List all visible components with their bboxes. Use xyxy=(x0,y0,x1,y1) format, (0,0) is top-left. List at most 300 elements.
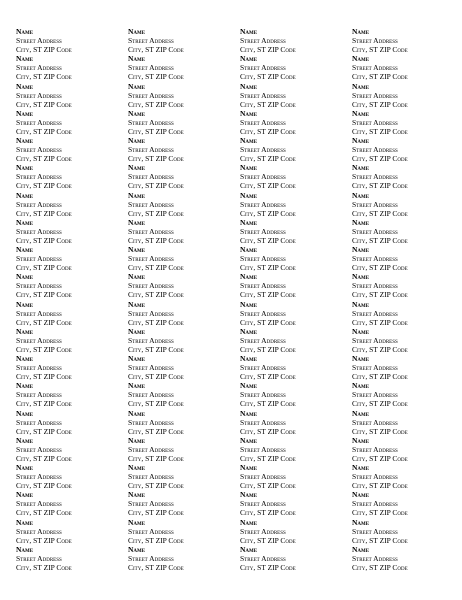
label-city-line: City, ST ZIP Code xyxy=(16,208,72,218)
address-label xyxy=(240,163,345,190)
address-label xyxy=(16,381,121,408)
label-city-line: City, ST ZIP Code xyxy=(128,562,184,572)
label-city-line: City, ST ZIP Code xyxy=(240,290,296,300)
address-label xyxy=(16,245,121,272)
label-city-line: City, ST ZIP Code xyxy=(240,372,296,381)
label-name-line: Name xyxy=(352,54,370,64)
label-name-line: Name xyxy=(16,544,34,554)
label-city-line: City, ST ZIP Code xyxy=(240,317,296,327)
label-street-line: Street Address xyxy=(128,90,174,100)
label-name-line: Name xyxy=(128,163,146,173)
address-label xyxy=(240,518,345,545)
label-city-line: City, ST ZIP Code xyxy=(128,535,184,545)
label-street-line: Street Address xyxy=(128,499,174,509)
address-label xyxy=(240,191,345,218)
address-label xyxy=(240,272,345,299)
label-name-line: Name xyxy=(16,490,34,500)
label-city-line: City, ST ZIP Code xyxy=(240,481,296,490)
label-city-line: City, ST ZIP Code xyxy=(16,154,72,163)
label-name-line: Name xyxy=(16,299,34,309)
label-city-line: City, ST ZIP Code xyxy=(240,508,296,518)
label-city-line: City, ST ZIP Code xyxy=(128,290,184,300)
label-city-line: City, ST ZIP Code xyxy=(352,453,408,463)
label-street-line: Street Address xyxy=(128,199,174,209)
label-name-line: Name xyxy=(128,190,146,200)
label-city-line: City, ST ZIP Code xyxy=(352,290,408,300)
label-name-line: Name xyxy=(352,544,370,554)
label-city-line: City, ST ZIP Code xyxy=(352,399,408,409)
address-label xyxy=(352,518,457,545)
label-city-line: City, ST ZIP Code xyxy=(16,181,72,191)
label-street-line: Street Address xyxy=(352,363,398,372)
label-street-line: Street Address xyxy=(240,199,286,209)
label-city-line: City, ST ZIP Code xyxy=(240,45,296,54)
label-street-line: Street Address xyxy=(352,254,398,263)
label-city-line: City, ST ZIP Code xyxy=(352,426,408,436)
address-label xyxy=(16,191,121,218)
address-label xyxy=(352,245,457,272)
label-street-line: Street Address xyxy=(352,308,398,318)
label-city-line: City, ST ZIP Code xyxy=(16,453,72,463)
label-name-line: Name xyxy=(128,299,146,309)
label-city-line: City, ST ZIP Code xyxy=(128,45,184,54)
label-street-line: Street Address xyxy=(352,444,398,454)
address-label xyxy=(16,490,121,517)
label-city-line: City, ST ZIP Code xyxy=(352,481,408,490)
label-city-line: City, ST ZIP Code xyxy=(240,453,296,463)
address-label xyxy=(352,54,457,81)
label-city-line: City, ST ZIP Code xyxy=(128,426,184,436)
label-street-line: Street Address xyxy=(352,335,398,345)
label-city-line: City, ST ZIP Code xyxy=(16,45,72,54)
label-name-line: Name xyxy=(16,217,34,227)
label-city-line: City, ST ZIP Code xyxy=(240,154,296,163)
label-name-line: Name xyxy=(16,408,34,418)
label-name-line: Name xyxy=(240,381,258,391)
address-label xyxy=(128,518,233,545)
label-city-line: City, ST ZIP Code xyxy=(240,72,296,82)
label-city-line: City, ST ZIP Code xyxy=(16,72,72,82)
address-label xyxy=(128,463,233,490)
label-city-line: City, ST ZIP Code xyxy=(128,154,184,163)
address-label xyxy=(240,27,345,54)
label-street-line: Street Address xyxy=(128,172,174,182)
label-city-line: City, ST ZIP Code xyxy=(128,99,184,109)
label-city-line: City, ST ZIP Code xyxy=(128,235,184,245)
label-street-line: Street Address xyxy=(16,117,62,127)
label-street-line: Street Address xyxy=(240,308,286,318)
label-city-line: City, ST ZIP Code xyxy=(16,99,72,109)
label-street-line: Street Address xyxy=(16,145,62,154)
label-name-line: Name xyxy=(240,217,258,227)
address-label xyxy=(352,381,457,408)
label-city-line: City, ST ZIP Code xyxy=(16,535,72,545)
address-label xyxy=(128,327,233,354)
label-city-line: City, ST ZIP Code xyxy=(240,426,296,436)
label-street-line: Street Address xyxy=(352,117,398,127)
label-street-line: Street Address xyxy=(352,226,398,236)
label-name-line: Name xyxy=(352,27,370,36)
label-name-line: Name xyxy=(240,408,258,418)
address-label xyxy=(128,136,233,163)
label-city-line: City, ST ZIP Code xyxy=(352,372,408,381)
address-label xyxy=(128,82,233,109)
label-name-line: Name xyxy=(240,190,258,200)
label-name-line: Name xyxy=(240,490,258,500)
label-street-line: Street Address xyxy=(128,335,174,345)
label-name-line: Name xyxy=(16,108,34,118)
label-name-line: Name xyxy=(16,136,34,145)
address-label xyxy=(16,409,121,436)
address-label xyxy=(240,109,345,136)
address-label xyxy=(128,545,233,572)
label-name-line: Name xyxy=(240,136,258,145)
label-street-line: Street Address xyxy=(16,499,62,509)
label-street-line: Street Address xyxy=(240,526,286,536)
label-city-line: City, ST ZIP Code xyxy=(16,481,72,490)
label-street-line: Street Address xyxy=(240,254,286,263)
label-name-line: Name xyxy=(16,27,34,36)
label-street-line: Street Address xyxy=(16,472,62,481)
label-city-line: City, ST ZIP Code xyxy=(240,99,296,109)
label-street-line: Street Address xyxy=(240,63,286,73)
label-name-line: Name xyxy=(240,81,258,91)
label-name-line: Name xyxy=(16,517,34,527)
address-label xyxy=(16,545,121,572)
label-name-line: Name xyxy=(128,136,146,145)
label-street-line: Street Address xyxy=(352,499,398,509)
label-street-line: Street Address xyxy=(352,172,398,182)
label-street-line: Street Address xyxy=(128,145,174,154)
label-name-line: Name xyxy=(128,544,146,554)
label-street-line: Street Address xyxy=(16,308,62,318)
label-name-line: Name xyxy=(16,463,34,472)
label-name-line: Name xyxy=(16,163,34,173)
label-street-line: Street Address xyxy=(128,363,174,372)
label-city-line: City, ST ZIP Code xyxy=(240,208,296,218)
label-name-line: Name xyxy=(352,490,370,500)
label-name-line: Name xyxy=(128,408,146,418)
label-street-line: Street Address xyxy=(240,444,286,454)
address-label xyxy=(240,545,345,572)
label-name-line: Name xyxy=(16,326,34,336)
label-name-line: Name xyxy=(128,245,146,254)
label-street-line: Street Address xyxy=(16,363,62,372)
label-city-line: City, ST ZIP Code xyxy=(128,508,184,518)
label-name-line: Name xyxy=(240,163,258,173)
address-label xyxy=(128,27,233,54)
label-city-line: City, ST ZIP Code xyxy=(128,181,184,191)
address-label xyxy=(128,381,233,408)
address-label xyxy=(240,245,345,272)
address-label xyxy=(240,354,345,381)
label-street-line: Street Address xyxy=(128,63,174,73)
label-street-line: Street Address xyxy=(240,90,286,100)
label-city-line: City, ST ZIP Code xyxy=(352,45,408,54)
label-name-line: Name xyxy=(240,54,258,64)
label-city-line: City, ST ZIP Code xyxy=(128,126,184,136)
label-name-line: Name xyxy=(240,463,258,472)
label-city-line: City, ST ZIP Code xyxy=(352,508,408,518)
label-name-line: Name xyxy=(352,245,370,254)
label-street-line: Street Address xyxy=(16,526,62,536)
label-city-line: City, ST ZIP Code xyxy=(16,290,72,300)
label-city-line: City, ST ZIP Code xyxy=(352,317,408,327)
label-name-line: Name xyxy=(16,190,34,200)
address-label xyxy=(128,300,233,327)
label-street-line: Street Address xyxy=(128,417,174,427)
address-label xyxy=(352,409,457,436)
label-city-line: City, ST ZIP Code xyxy=(240,344,296,354)
label-street-line: Street Address xyxy=(352,472,398,481)
label-name-line: Name xyxy=(352,163,370,173)
label-street-line: Street Address xyxy=(128,390,174,400)
address-label xyxy=(16,163,121,190)
label-name-line: Name xyxy=(240,544,258,554)
address-label xyxy=(352,272,457,299)
address-label xyxy=(128,245,233,272)
label-street-line: Street Address xyxy=(128,117,174,127)
label-name-line: Name xyxy=(16,245,34,254)
address-label xyxy=(352,545,457,572)
address-label xyxy=(128,191,233,218)
address-label xyxy=(128,54,233,81)
label-street-line: Street Address xyxy=(128,444,174,454)
address-label xyxy=(240,327,345,354)
address-label xyxy=(352,436,457,463)
address-label xyxy=(240,436,345,463)
label-street-line: Street Address xyxy=(16,63,62,73)
address-label xyxy=(240,136,345,163)
label-city-line: City, ST ZIP Code xyxy=(240,535,296,545)
label-street-line: Street Address xyxy=(240,472,286,481)
label-name-line: Name xyxy=(240,245,258,254)
address-label xyxy=(352,327,457,354)
address-label xyxy=(16,300,121,327)
label-name-line: Name xyxy=(352,108,370,118)
label-name-line: Name xyxy=(240,272,258,282)
label-city-line: City, ST ZIP Code xyxy=(240,235,296,245)
label-street-line: Street Address xyxy=(16,226,62,236)
label-name-line: Name xyxy=(352,517,370,527)
label-street-line: Street Address xyxy=(240,226,286,236)
label-street-line: Street Address xyxy=(240,281,286,291)
address-label xyxy=(16,272,121,299)
address-label xyxy=(352,27,457,54)
label-city-line: City, ST ZIP Code xyxy=(240,562,296,572)
label-street-line: Street Address xyxy=(240,363,286,372)
label-city-line: City, ST ZIP Code xyxy=(128,208,184,218)
label-name-line: Name xyxy=(352,81,370,91)
address-label xyxy=(240,490,345,517)
label-city-line: City, ST ZIP Code xyxy=(128,344,184,354)
label-street-line: Street Address xyxy=(352,145,398,154)
address-label xyxy=(128,490,233,517)
label-city-line: City, ST ZIP Code xyxy=(128,481,184,490)
label-street-line: Street Address xyxy=(352,281,398,291)
label-name-line: Name xyxy=(128,354,146,363)
label-street-line: Street Address xyxy=(16,90,62,100)
label-street-line: Street Address xyxy=(352,90,398,100)
address-label xyxy=(16,436,121,463)
address-label xyxy=(240,409,345,436)
address-label xyxy=(240,381,345,408)
label-street-line: Street Address xyxy=(352,63,398,73)
label-name-line: Name xyxy=(352,463,370,472)
label-name-line: Name xyxy=(128,27,146,36)
label-street-line: Street Address xyxy=(240,172,286,182)
label-name-line: Name xyxy=(352,190,370,200)
label-city-line: City, ST ZIP Code xyxy=(352,72,408,82)
label-city-line: City, ST ZIP Code xyxy=(240,181,296,191)
label-street-line: Street Address xyxy=(16,417,62,427)
address-label xyxy=(16,518,121,545)
label-city-line: City, ST ZIP Code xyxy=(128,399,184,409)
label-street-line: Street Address xyxy=(128,308,174,318)
address-label xyxy=(16,463,121,490)
label-street-line: Street Address xyxy=(16,199,62,209)
label-name-line: Name xyxy=(352,408,370,418)
label-city-line: City, ST ZIP Code xyxy=(128,453,184,463)
label-name-line: Name xyxy=(16,381,34,391)
label-street-line: Street Address xyxy=(352,553,398,563)
label-name-line: Name xyxy=(352,299,370,309)
label-street-line: Street Address xyxy=(352,390,398,400)
label-name-line: Name xyxy=(128,272,146,282)
label-street-line: Street Address xyxy=(240,417,286,427)
label-name-line: Name xyxy=(352,381,370,391)
label-name-line: Name xyxy=(16,354,34,363)
label-street-line: Street Address xyxy=(240,335,286,345)
label-city-line: City, ST ZIP Code xyxy=(352,344,408,354)
label-name-line: Name xyxy=(128,81,146,91)
label-name-line: Name xyxy=(128,326,146,336)
label-city-line: City, ST ZIP Code xyxy=(16,344,72,354)
label-city-line: City, ST ZIP Code xyxy=(352,535,408,545)
address-label xyxy=(128,409,233,436)
label-city-line: City, ST ZIP Code xyxy=(128,72,184,82)
label-city-line: City, ST ZIP Code xyxy=(16,562,72,572)
address-label xyxy=(128,218,233,245)
address-label xyxy=(128,436,233,463)
label-name-line: Name xyxy=(128,381,146,391)
address-label-sheet xyxy=(16,27,456,572)
label-city-line: City, ST ZIP Code xyxy=(16,235,72,245)
label-street-line: Street Address xyxy=(128,553,174,563)
address-label xyxy=(352,82,457,109)
address-label xyxy=(352,463,457,490)
label-street-line: Street Address xyxy=(352,199,398,209)
label-name-line: Name xyxy=(352,354,370,363)
address-label xyxy=(16,354,121,381)
label-city-line: City, ST ZIP Code xyxy=(240,126,296,136)
label-city-line: City, ST ZIP Code xyxy=(240,263,296,272)
label-street-line: Street Address xyxy=(128,254,174,263)
address-label xyxy=(240,300,345,327)
address-label xyxy=(16,109,121,136)
label-name-line: Name xyxy=(240,354,258,363)
label-city-line: City, ST ZIP Code xyxy=(240,399,296,409)
address-label xyxy=(16,327,121,354)
label-city-line: City, ST ZIP Code xyxy=(16,372,72,381)
address-label xyxy=(240,463,345,490)
label-name-line: Name xyxy=(240,435,258,445)
label-city-line: City, ST ZIP Code xyxy=(352,208,408,218)
address-label xyxy=(128,163,233,190)
label-city-line: City, ST ZIP Code xyxy=(128,317,184,327)
address-label xyxy=(352,218,457,245)
label-name-line: Name xyxy=(352,136,370,145)
label-street-line: Street Address xyxy=(240,36,286,45)
address-label xyxy=(128,109,233,136)
label-city-line: City, ST ZIP Code xyxy=(16,263,72,272)
label-street-line: Street Address xyxy=(16,281,62,291)
address-label xyxy=(128,354,233,381)
label-street-line: Street Address xyxy=(352,526,398,536)
label-name-line: Name xyxy=(128,108,146,118)
label-name-line: Name xyxy=(128,517,146,527)
label-street-line: Street Address xyxy=(128,472,174,481)
address-label xyxy=(240,54,345,81)
label-street-line: Street Address xyxy=(240,553,286,563)
address-label xyxy=(352,354,457,381)
label-name-line: Name xyxy=(128,435,146,445)
label-name-line: Name xyxy=(352,272,370,282)
label-street-line: Street Address xyxy=(352,36,398,45)
address-label xyxy=(16,27,121,54)
label-name-line: Name xyxy=(128,217,146,227)
label-name-line: Name xyxy=(16,435,34,445)
address-label xyxy=(240,218,345,245)
address-label xyxy=(352,490,457,517)
label-city-line: City, ST ZIP Code xyxy=(352,263,408,272)
label-street-line: Street Address xyxy=(16,335,62,345)
label-street-line: Street Address xyxy=(240,390,286,400)
label-city-line: City, ST ZIP Code xyxy=(16,317,72,327)
label-name-line: Name xyxy=(352,435,370,445)
label-name-line: Name xyxy=(352,326,370,336)
address-label xyxy=(16,54,121,81)
label-city-line: City, ST ZIP Code xyxy=(352,154,408,163)
label-street-line: Street Address xyxy=(128,526,174,536)
label-street-line: Street Address xyxy=(240,117,286,127)
address-label xyxy=(352,191,457,218)
label-name-line: Name xyxy=(240,108,258,118)
label-name-line: Name xyxy=(16,272,34,282)
label-city-line: City, ST ZIP Code xyxy=(352,235,408,245)
label-name-line: Name xyxy=(128,463,146,472)
label-name-line: Name xyxy=(16,81,34,91)
label-city-line: City, ST ZIP Code xyxy=(128,372,184,381)
label-name-line: Name xyxy=(128,54,146,64)
label-street-line: Street Address xyxy=(240,499,286,509)
address-label xyxy=(352,109,457,136)
address-label xyxy=(352,300,457,327)
address-label xyxy=(352,163,457,190)
label-street-line: Street Address xyxy=(128,226,174,236)
label-street-line: Street Address xyxy=(16,553,62,563)
label-name-line: Name xyxy=(240,326,258,336)
address-label xyxy=(352,136,457,163)
address-label xyxy=(16,136,121,163)
label-name-line: Name xyxy=(240,299,258,309)
label-street-line: Street Address xyxy=(16,36,62,45)
label-city-line: City, ST ZIP Code xyxy=(352,126,408,136)
address-label xyxy=(240,82,345,109)
label-street-line: Street Address xyxy=(16,444,62,454)
label-city-line: City, ST ZIP Code xyxy=(16,508,72,518)
label-street-line: Street Address xyxy=(16,172,62,182)
